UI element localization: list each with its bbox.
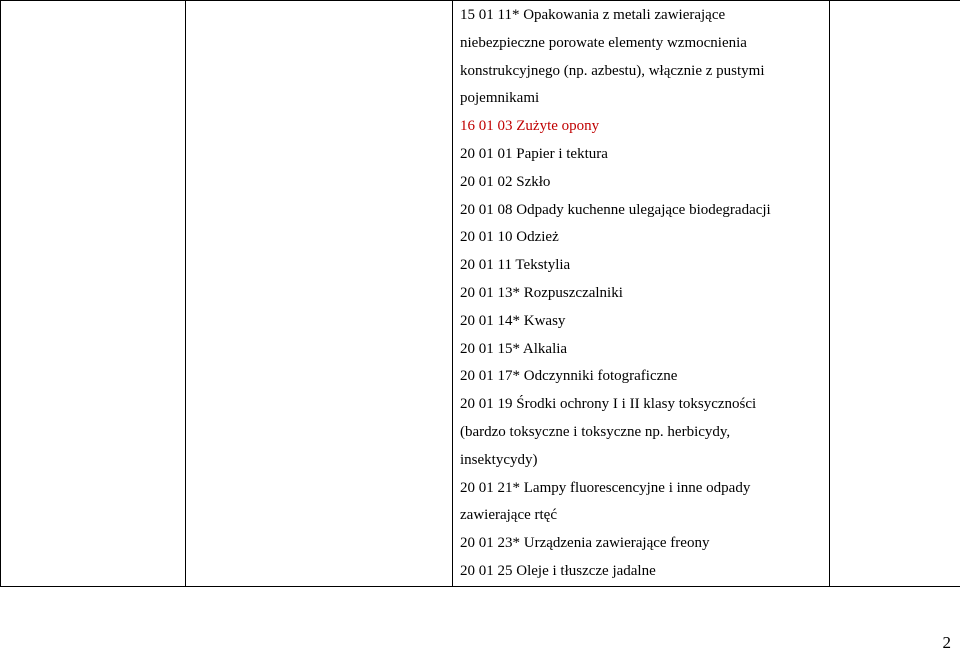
table-cell-empty-2 [186, 1, 453, 587]
waste-code-line: (bardzo toksyczne i toksyczne np. herbicydy, [460, 423, 731, 440]
waste-code-list [453, 1, 829, 586]
waste-code-line: konstrukcyjnego (np. azbestu), włącznie z pustymi [460, 62, 765, 79]
waste-code-line: 20 01 10 Odzież [460, 229, 559, 246]
waste-code-line: 15 01 11* Opakowania z metali zawierające [460, 7, 726, 23]
page-number: 2 [942, 633, 951, 652]
waste-code-line: 20 01 19 Środki ochrony I i II klasy toksyczności [460, 396, 757, 413]
waste-code-line: 20 01 21* Lampy fluorescencyjne i inne odpady [460, 479, 751, 496]
waste-code-line: insektycydy) [460, 451, 538, 468]
waste-code-line: 20 01 25 Oleje i tłuszcze jadalne [460, 562, 656, 579]
table-cell-waste-list [453, 1, 830, 587]
table-row [1, 1, 960, 587]
waste-code-line: 20 01 01 Papier i tektura [460, 145, 608, 162]
waste-code-line: 20 01 02 Szkło [460, 173, 551, 190]
waste-code-line: niebezpieczne porowate elementy wzmocnienia [460, 34, 747, 51]
waste-code-line: pojemnikami [460, 90, 540, 107]
waste-code-line: zawierające rtęć [460, 507, 557, 524]
table-cell-empty-1 [1, 1, 186, 587]
waste-code-line: 20 01 13* Rozpuszczalniki [460, 284, 623, 301]
table-cell-empty-3 [830, 1, 960, 587]
waste-code-line: 20 01 17* Odczynniki fotograficzne [460, 368, 678, 385]
waste-code-line: 20 01 23* Urządzenia zawierające freony [460, 535, 710, 552]
waste-code-line: 20 01 14* Kwasy [460, 312, 566, 329]
waste-code-line: 20 01 08 Odpady kuchenne ulegające biodegradacji [460, 201, 771, 218]
waste-code-line: 20 01 15* Alkalia [460, 340, 568, 357]
waste-code-line: 16 01 03 Zużyte opony [460, 118, 600, 135]
waste-code-line: 20 01 11 Tekstylia [460, 257, 571, 274]
